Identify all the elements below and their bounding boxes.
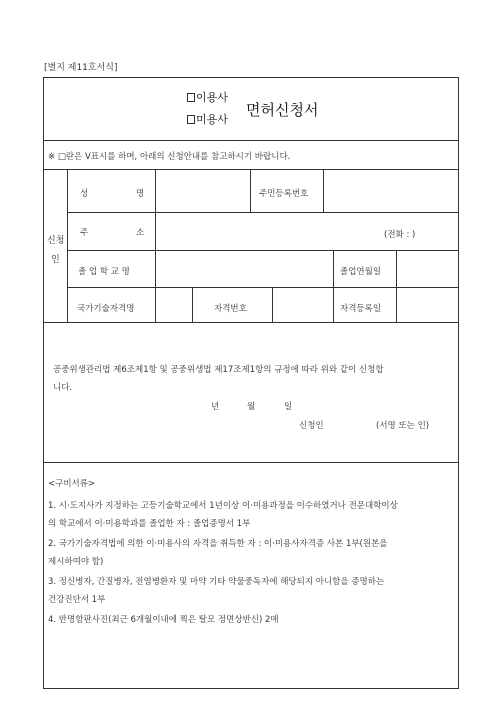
name-input[interactable] (157, 171, 249, 211)
applicant-label-bottom: 인 (51, 255, 60, 265)
declaration-line1: 공중위생관리법 제6조제1항 및 공중위생법 제17조제1항의 규정에 따라 위와 같이 신청합 (53, 365, 384, 375)
form-reference: [별지 제11호서식] (44, 63, 118, 73)
declaration-line2: 니다. (53, 383, 73, 393)
date-month-label: 월 (247, 402, 256, 412)
rrn-label: 주민등록번호 (259, 189, 309, 199)
documents-item-1a: 1. 시·도지사가 지정하는 고등기술학교에서 1년이상 이·미용과정을 이수하였거나 전문대학이상 (48, 501, 398, 511)
applicant-col-divider (67, 169, 68, 322)
documents-item-2a: 2. 국가기술자격법에 의한 이·미용사의 자격을 취득한 자 : 이·미용사자격증 사본 1부(원본을 (48, 539, 388, 549)
applicant-sign-label: 신청인 (299, 421, 324, 431)
beautician-label: 미용사 (196, 113, 228, 126)
barber-label: 이용사 (196, 91, 228, 104)
title-divider (43, 140, 459, 141)
name-label-char2: 명 (136, 189, 145, 199)
form-title: 면허신청서 (246, 101, 319, 119)
national-cert-label: 국가기술자격명 (77, 304, 135, 314)
r2-col-a (155, 212, 156, 251)
row-line-1 (67, 212, 458, 213)
r4-col-d (333, 287, 334, 323)
documents-divider (43, 462, 459, 463)
documents-item-1b: 의 학교에서 이·미용학과를 졸업한 자 : 졸업증명서 1부 (48, 519, 251, 529)
documents-item-2b: 제시하여야 함) (48, 557, 104, 567)
r4-col-c (272, 287, 273, 323)
r3-col-c (396, 250, 397, 288)
rrn-input[interactable] (325, 171, 456, 211)
documents-item-3b: 건강진단서 1부 (48, 595, 106, 605)
r4-col-a (155, 287, 156, 323)
signature-hint: (서명 또는 인) (376, 421, 430, 431)
r3-col-b (333, 250, 334, 288)
title-option-beautician (187, 111, 228, 127)
outer-border-bottom (43, 688, 459, 689)
school-label: 졸 업 학 교 명 (78, 267, 130, 277)
grad-date-label: 졸업연월일 (340, 267, 382, 277)
cert-date-input[interactable] (398, 289, 456, 321)
address-label-char1: 주 (80, 228, 89, 238)
documents-header: <구비서류> (48, 479, 96, 489)
row-line-3 (67, 287, 458, 288)
address-label-char2: 소 (136, 228, 145, 238)
cert-no-label: 자격번호 (214, 304, 247, 314)
applicant-label-top: 신청 (47, 236, 65, 246)
notice-text: ※ □란은 V표시를 하며, 아래의 신청안내를 참고하시기 바랍니다. (48, 152, 291, 162)
title-option-barber (187, 89, 228, 105)
r4-col-e (396, 287, 397, 323)
grad-date-input[interactable] (398, 252, 456, 286)
r4-col-b (192, 287, 193, 323)
phone-label: (전화 : ) (384, 230, 416, 240)
barber-checkbox[interactable] (187, 93, 195, 102)
r3-col-a (155, 250, 156, 288)
date-year-label: 년 (211, 402, 220, 412)
cert-no-input[interactable] (274, 289, 332, 321)
cert-date-label: 자격등록일 (340, 304, 382, 314)
documents-item-4: 4. 반명함판사진(최근 6개월이내에 찍은 탈모 정면상반신) 2매 (48, 615, 279, 625)
name-label-char1: 성 (80, 189, 89, 199)
row-line-2 (67, 250, 458, 251)
national-cert-input[interactable] (157, 289, 191, 321)
notice-divider (43, 169, 459, 170)
r1-col-a (155, 169, 156, 213)
beautician-checkbox[interactable] (187, 115, 195, 124)
school-input[interactable] (157, 252, 332, 286)
date-day-label: 일 (284, 402, 293, 412)
r1-col-c (323, 169, 324, 213)
outer-border-top (43, 77, 459, 78)
r1-col-b (250, 169, 251, 213)
address-input[interactable] (157, 214, 377, 249)
documents-item-3a: 3. 정신병자, 간질병자, 전염병환자 및 마약 기타 약물중독자에 해당되지 아니함을 증명하는 (48, 577, 385, 587)
